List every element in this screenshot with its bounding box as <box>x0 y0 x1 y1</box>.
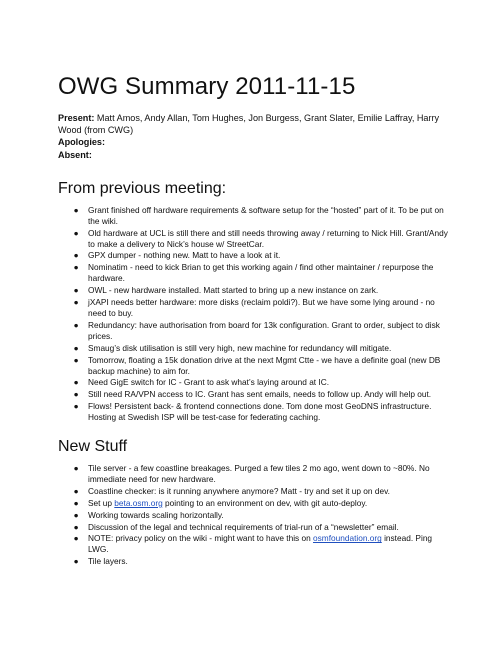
bullet-icon: ● <box>73 485 79 496</box>
list-item-text: Tomorrow, floating a 15k donation drive at the next Mgmt Ctte - we have a definite goal (new DB backup machine) to aim for. <box>88 354 441 376</box>
list-item <box>58 389 450 400</box>
bullet-icon: ● <box>73 556 79 567</box>
previous-meeting-list <box>58 205 450 423</box>
list-item <box>58 533 450 555</box>
list-item <box>58 486 450 497</box>
bullet-icon: ● <box>73 285 79 296</box>
list-item <box>58 463 450 485</box>
list-item <box>58 377 450 388</box>
absent-label: Absent: <box>58 149 92 160</box>
list-item <box>58 522 450 533</box>
list-item-text: Still need RA/VPN access to IC. Grant has sent emails, needs to follow up. Andy will help out. <box>88 389 432 400</box>
bullet-icon: ● <box>73 533 79 544</box>
list-item <box>58 228 450 250</box>
bullet-icon: ● <box>73 509 79 520</box>
list-item-text: Nominatim - need to kick Brian to get this working again / find other maintainer / repurpose the hardware. <box>88 262 434 284</box>
bullet-icon: ● <box>73 319 79 330</box>
list-item-text: Tile layers. <box>88 556 128 567</box>
list-item <box>58 401 450 423</box>
list-item-text: Smaug’s disk utilisation is still very high, new machine for redundancy will mitigate. <box>88 342 392 353</box>
list-item-text: instead. Ping LWG. <box>88 533 433 555</box>
list-item <box>58 343 450 354</box>
bullet-icon: ● <box>73 354 79 365</box>
apologies-line <box>58 136 450 148</box>
bullet-icon: ● <box>73 401 79 412</box>
list-item-text: Set up <box>88 497 115 508</box>
hyperlink[interactable]: beta.osm.org <box>114 497 163 508</box>
list-item <box>58 498 450 509</box>
document-content <box>58 72 450 568</box>
present-label: Present: <box>58 113 95 123</box>
list-item-text: Coastline checker: is it running anywhere anymore? Matt - try and set it up on dev. <box>88 485 390 496</box>
list-item-text: Discussion of the legal and technical requirements of trial-run of a “newsletter” email. <box>88 521 399 532</box>
list-item <box>58 556 450 567</box>
bullet-icon: ● <box>73 521 79 532</box>
bullet-icon: ● <box>73 377 79 388</box>
section-heading-new-stuff: New Stuff <box>58 438 128 456</box>
list-item-text: Flows! Persistent back- & frontend connections done. Tom done most GeoDNS infrastructure. Hosting at Swedish ISP will be test-case for federating caching. <box>88 401 432 423</box>
list-item-text: OWL - new hardware installed. Matt started to bring up a new instance on zark. <box>88 285 379 296</box>
bullet-icon: ● <box>73 389 79 400</box>
bullet-icon: ● <box>73 250 79 261</box>
list-item-text: Need GigE switch for IC - Grant to ask what’s laying around at IC. <box>88 377 330 388</box>
list-item <box>58 297 450 319</box>
list-item-text: Working towards scaling horizontally. <box>88 509 224 520</box>
list-item <box>58 355 450 377</box>
list-item <box>58 262 450 284</box>
bullet-icon: ● <box>73 204 79 215</box>
list-item-text: NOTE: privacy policy on the wiki - might want to have this on <box>88 533 314 544</box>
list-item-text: Tile server - a few coastline breakages. Purged a few tiles 2 mo ago, went down to ~80%. No immediate need for new hardware. <box>88 463 430 484</box>
list-item <box>58 205 450 227</box>
list-item <box>58 510 450 521</box>
page-title: OWG Summary 2011-11-15 <box>58 73 356 100</box>
list-item-text: Redundancy: have authorisation from board for 13k configuration. Grant to order, subject to disk prices. <box>88 319 440 341</box>
list-item-text: GPX dumper - nothing new. Matt to have a look at it. <box>88 250 281 261</box>
present-text: Matt Amos, Andy Allan, Tom Hughes, Jon Burgess, Grant Slater, Emilie Laffray, Harry Wood (from CWG) <box>58 113 440 136</box>
absent-line <box>58 149 450 161</box>
bullet-icon: ● <box>73 262 79 273</box>
present-line <box>58 112 450 136</box>
list-item <box>58 250 450 261</box>
attendance-block <box>58 112 450 161</box>
list-item-text: Old hardware at UCL is still there and still needs throwing away / returning to Nick Hill. Grant/Andy to make a delivery to Nick’s house w/ StreetCar. <box>88 227 448 249</box>
list-item <box>58 320 450 342</box>
hyperlink[interactable]: osmfoundation.org <box>313 533 382 544</box>
section-heading-from-previous-meeting: From previous meeting: <box>58 179 227 197</box>
bullet-icon: ● <box>73 463 79 474</box>
new-stuff-list <box>58 463 450 567</box>
bullet-icon: ● <box>73 342 79 353</box>
list-item <box>58 285 450 296</box>
apologies-label: Apologies: <box>58 137 105 148</box>
list-item-text: Grant finished off hardware requirements & software setup for the “hosted” part of it. To be put on the wiki. <box>88 204 444 226</box>
bullet-icon: ● <box>73 497 79 508</box>
bullet-icon: ● <box>73 297 79 308</box>
list-item-text: jXAPI needs better hardware: more disks (reclaim poldi?). But we have some lying around - no need to buy. <box>88 297 435 318</box>
list-item-text: pointing to an environment on dev, with git auto-deploy. <box>162 497 368 508</box>
bullet-icon: ● <box>73 227 79 238</box>
